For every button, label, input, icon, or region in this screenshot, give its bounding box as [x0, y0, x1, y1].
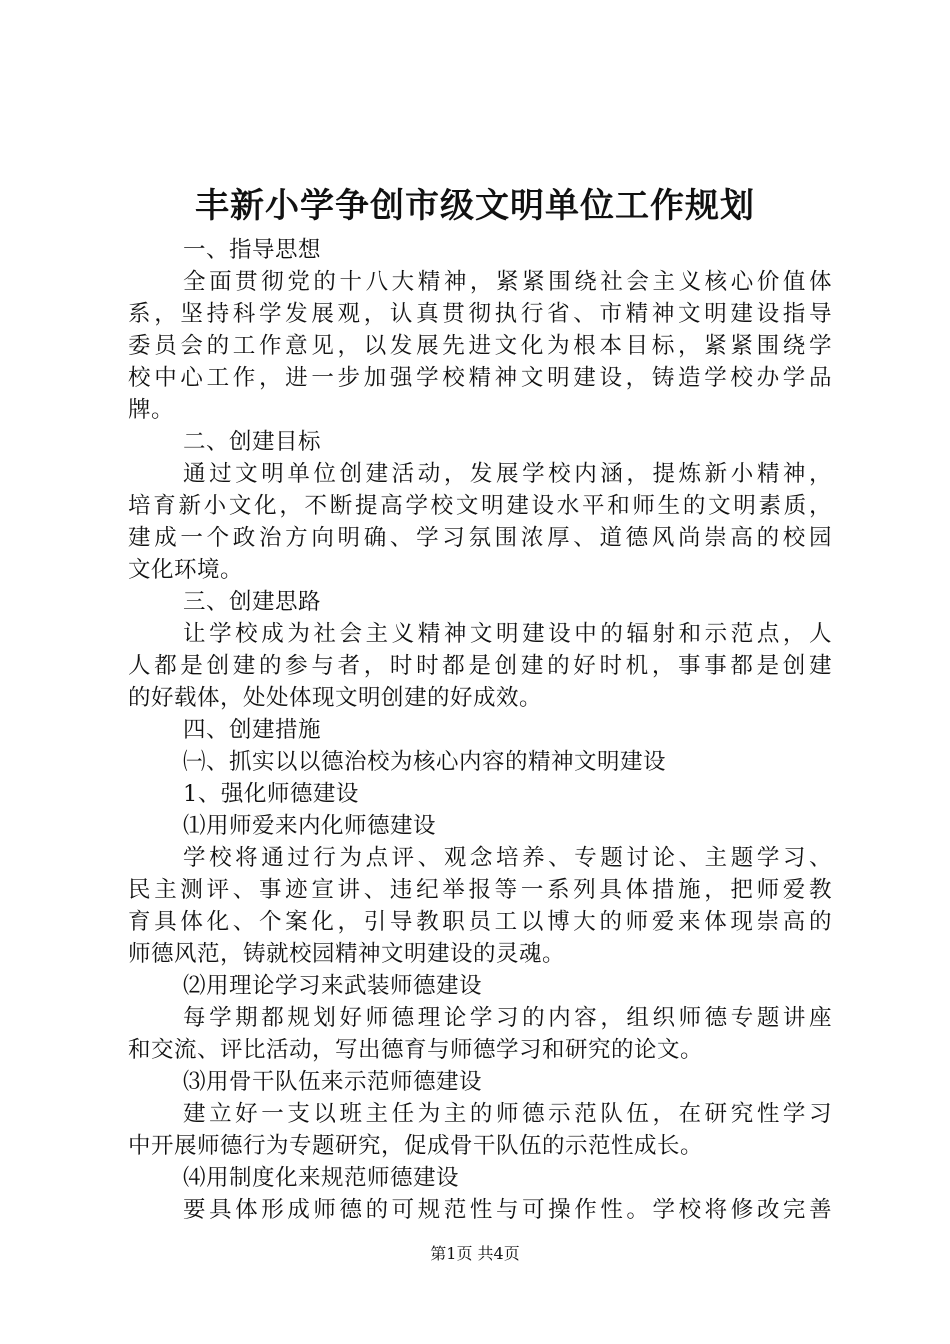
subsection-heading: ㈠、抓实以以德治校为核心内容的精神文明建设 — [183, 749, 667, 775]
document-body — [128, 234, 832, 1226]
paragraph-line: 每学期都规划好师德理论学习的内容，组织师德专题讲座 — [183, 1005, 832, 1031]
paragraph-line: 师德风范，铸就校园精神文明建设的灵魂。 — [128, 941, 566, 967]
paragraph-line: 学校将通过行为点评、观念培养、专题讨论、主题学习、 — [183, 845, 832, 871]
section-heading: 一、指导思想 — [183, 237, 322, 263]
paragraph-line: 校中心工作，进一步加强学校精神文明建设，铸造学校办学品 — [128, 365, 832, 391]
paragraph-line: 中开展师德行为专题研究，促成骨干队伍的示范性成长。 — [128, 1133, 704, 1159]
paragraph-line: 建立好一支以班主任为主的师德示范队伍，在研究性学习 — [183, 1101, 832, 1127]
paragraph-line: 育具体化、个案化，引导教职员工以博大的师爱来体现崇高的 — [128, 909, 832, 935]
paragraph-line: 要具体形成师德的可规范性与可操作性。学校将修改完善 — [183, 1197, 832, 1223]
paragraph-line: 通过文明单位创建活动，发展学校内涵，提炼新小精神， — [183, 461, 832, 487]
section-heading: 二、创建目标 — [183, 429, 322, 455]
paragraph-line: 委员会的工作意见，以发展先进文化为根本目标，紧紧围绕学 — [128, 333, 832, 359]
section-heading: 四、创建措施 — [183, 717, 322, 743]
paragraph-line: 和交流、评比活动，写出德育与师德学习和研究的论文。 — [128, 1037, 704, 1063]
paragraph-line: 文化环境。 — [128, 557, 244, 583]
subsection-heading: ⑵用理论学习来武装师德建设 — [183, 973, 483, 999]
paragraph-line: 建成一个政治方向明确、学习氛围浓厚、道德风尚崇高的校园 — [128, 525, 832, 551]
paragraph-line: 民主测评、事迹宣讲、违纪举报等一系列具体措施，把师爱教 — [128, 877, 832, 903]
page-number-footer: 第1页 共4页 — [430, 1244, 520, 1263]
subsection-heading: ⑴用师爱来内化师德建设 — [183, 813, 437, 839]
subsection-heading: 1、强化师德建设 — [183, 781, 359, 807]
subsection-heading: ⑶用骨干队伍来示范师德建设 — [183, 1069, 483, 1095]
paragraph-line: 的好载体，处处体现文明创建的好成效。 — [128, 685, 543, 711]
subsection-heading: ⑷用制度化来规范师德建设 — [183, 1165, 460, 1191]
paragraph-line: 让学校成为社会主义精神文明建设中的辐射和示范点，人 — [183, 621, 832, 647]
paragraph-line: 人都是创建的参与者，时时都是创建的好时机，事事都是创建 — [128, 653, 832, 679]
paragraph-line: 牌。 — [128, 397, 175, 423]
document-title: 丰新小学争创市级文明单位工作规划 — [195, 186, 755, 226]
paragraph-line: 系，坚持科学发展观，认真贯彻执行省、市精神文明建设指导 — [128, 301, 832, 327]
section-heading: 三、创建思路 — [183, 589, 322, 615]
paragraph-line: 全面贯彻党的十八大精神，紧紧围绕社会主义核心价值体 — [183, 269, 832, 295]
paragraph-line: 培育新小文化，不断提高学校文明建设水平和师生的文明素质， — [128, 493, 832, 519]
